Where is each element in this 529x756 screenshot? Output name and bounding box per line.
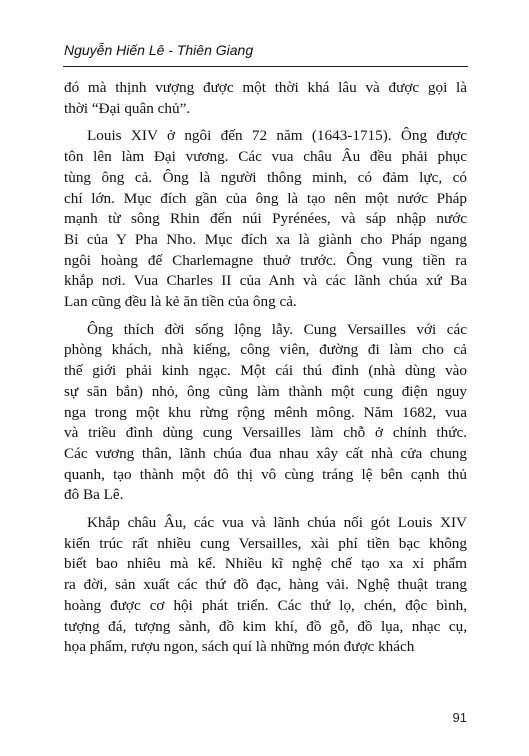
text-line: nga trong một khu rừng rộng mênh mông. Năm 1682, vua [64,403,467,421]
text-line: Bỉ của Y Pha Nho. Mục đích xa là giành cho Pháp ngang [64,230,467,248]
text-line: phòng khách, nhà kiếng, công viên, đường đi làm cho cả [64,341,467,359]
text-line: quanh, tạo thành một đô thị vô cùng tráng lệ bên cạnh thủ [64,465,467,483]
text-line: biết bao nhiêu mà kể. Nhiều kĩ nghệ chế tạo xa xỉ phẩm [64,555,467,573]
paragraph [64,126,467,312]
paragraph [64,78,467,119]
paragraph [64,320,467,506]
text-line: thời “Đại quân chủ”. [64,99,191,117]
text-line: Louis XIV ở ngôi đến 72 năm (1643-1715). Ông được [87,127,467,145]
text-line: họa phẩm, rượu ngon, sách quí là những món được khách [64,638,415,656]
header-rule [63,66,468,67]
text-line: và triều đình dùng cung Versailles làm chỗ ở chính thức. [64,424,467,442]
page-number: 91 [452,710,467,725]
text-line: thế giới phải kinh ngạc. Một cái thú đình (nhà dùng vào [64,362,467,380]
text-line: tùng ông cả. Ông là người thông minh, có đảm lực, có [64,168,467,186]
paragraph [64,513,467,658]
text-line: Ông thích đời sống lộng lẫy. Cung Versailles với các [87,320,467,338]
text-line: kiến trúc rất nhiều cung Versailles, xài phí tiền bạc không [64,534,467,552]
text-line: Khắp châu Âu, các vua và lãnh chúa nối gót Louis XIV [87,514,467,532]
text-line: mạnh từ sông Rhin đến núi Pyrénées, và sáp nhập nước [64,210,467,228]
text-line: khắp nơi. Vua Charles II của Anh và các lãnh chúa xứ Ba [64,272,467,290]
body-text [64,78,467,665]
text-line: ngôi hoàng đế Charlemagne thuở trước. Ông vung tiền ra [64,251,467,269]
text-line: Các vương thân, lãnh chúa đua nhau xây cất nhà cửa chung [64,444,467,462]
text-line: đó mà thịnh vượng được một thời khá lâu và được gọi là [64,79,467,96]
text-line: hoàng được cơ hội phát triển. Các thứ lọ, chén, độc bình, [64,596,467,614]
running-header: Nguyễn Hiến Lê - Thiên Giang [64,42,254,58]
text-line: ra đời, sản xuất các thứ đồ đạc, hàng vải. Nghệ thuật trang [64,576,467,594]
text-line: tôn lên làm Đại vương. Các vua châu Âu đều phải phục [64,148,467,166]
text-line: tượng đá, tượng sành, đồ kim khí, đồ gỗ, đồ lụa, nhạc cụ, [64,617,467,635]
text-line: đô Ba Lê. [64,486,124,504]
text-line: Lan cũng đều là kẻ ăn tiền của ông cả. [64,293,297,311]
text-line: sự săn bắn) nhỏ, ông cũng làm thành một cung điện nguy [64,382,467,400]
text-line: chí lớn. Mục đích gần của ông là tạo nên một nước Pháp [64,189,467,207]
